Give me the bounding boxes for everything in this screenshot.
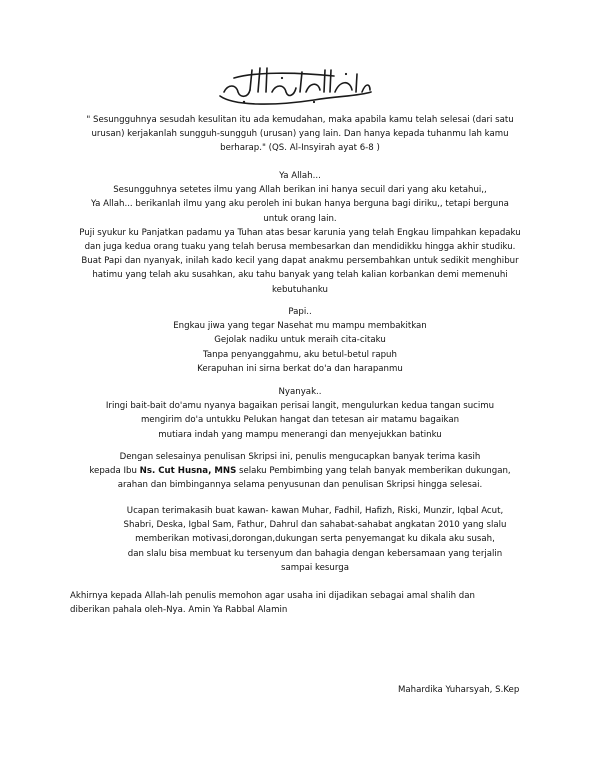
text-line: Puji syukur ku Panjatkan padamu ya Tuhan atas besar karunia yang telah Engkau limpahkan kepadaku xyxy=(79,227,521,238)
section-heading: Ya Allah... xyxy=(279,171,321,181)
text-line: Sesungguhnya setetes ilmu yang Allah berikan ini hanya secuil dari yang aku ketahui,, xyxy=(113,185,487,196)
author-signature xyxy=(398,683,519,697)
text-line: arahan dan bimbingannya selama penyusunan dan penulisan Skripsi hingga selesai. xyxy=(117,480,483,491)
text-line: Buat Papi dan nyanyak, inilah kado kecil yang dapat anakmu persembahkan untuk sedikit menghibur xyxy=(81,256,519,267)
quote-line: berharap." (QS. Al-Insyirah ayat 6-8 ) xyxy=(220,143,380,154)
closing-paragraph xyxy=(70,589,540,617)
text-line: Shabri, Deska, Igbal Sam, Fathur, Dahrul dan sahabat-sahabat angkatan 2010 yang slalu xyxy=(123,520,507,531)
basmala-calligraphy-icon xyxy=(214,62,376,108)
text-line: kebutuhanku xyxy=(272,284,328,295)
poem-line: Tanpa penyanggahmu, aku betul-betul rapuh xyxy=(203,349,397,360)
text-fragment: kepada Ibu xyxy=(89,466,140,477)
acknowledgement-supervisor xyxy=(40,450,560,493)
section-heading: Nyanyak.. xyxy=(278,387,322,397)
acknowledgement-friends xyxy=(100,504,530,575)
quote-line: " Sesungguhnya sesudah kesulitan itu ada kemudahan, maka apabila kamu telah selesai (dari satu xyxy=(86,115,514,125)
text-line: Dengan selesainya penulisan Skripsi ini, penulis mengucapkan banyak terima kasih xyxy=(119,452,481,462)
poem-line: Engkau jiwa yang tegar Nasehat mu mampu membakitkan xyxy=(173,321,427,332)
poem-line: Kerapuhan ini sirna berkat do'a dan harapanmu xyxy=(197,363,403,374)
text-line: dan juga kedua orang tuaku yang telah berusa membesarkan dan mendidikku hingga akhir studiku. xyxy=(84,242,516,253)
poem-line: Gejolak nadiku untuk meraih cita-citaku xyxy=(214,335,386,346)
text-line: diberikan pahala oleh-Nya. Amin Ya Rabbal Alamin xyxy=(70,605,288,616)
nyanyak-section xyxy=(40,385,560,442)
supervisor-name: Ns. Cut Husna, MNS xyxy=(139,466,237,477)
text-line: dan slalu bisa membuat ku tersenyum dan bahagia dengan kebersamaan yang terjalin xyxy=(127,548,503,559)
section-heading: Papi.. xyxy=(288,307,312,317)
quote-block xyxy=(60,113,540,156)
text-line: untuk orang lain. xyxy=(263,213,337,224)
text-line: Akhirnya kepada Allah-lah penulis memohon agar usaha ini dijadikan sebagai amal shalih dan xyxy=(70,591,475,601)
poem-line: mutiara indah yang mampu menerangi dan menyejukkan batinku xyxy=(158,429,442,440)
text-line: hatimu yang telah aku susahkan, aku tahu banyak yang telah kalian korbankan demi memenuhi xyxy=(92,270,508,281)
text-fragment: selaku Pembimbing yang telah banyak memberikan dukungan, xyxy=(236,466,511,477)
text-line: sampai kesurga xyxy=(281,562,349,573)
text-line: Ya Allah... berikanlah ilmu yang aku peroleh ini bukan hanya berguna bagi diriku,, tetapi berguna xyxy=(91,199,509,210)
quote-line: urusan) kerjakanlah sungguh-sungguh (urusan) yang lain. Dan hanya kepada tuhanmu lah kamu xyxy=(91,129,509,140)
poem-line: mengirim do'a untukku Pelukan hangat dan tetesan air matamu bagaikan xyxy=(140,415,460,426)
ya-allah-section xyxy=(40,169,560,297)
text-line: Ucapan terimakasih buat kawan- kawan Muhar, Fadhil, Hafizh, Riski, Munzir, Iqbal Acut, xyxy=(126,506,504,516)
author-name: Mahardika Yuharsyah, S.Kep xyxy=(398,685,520,695)
papi-section xyxy=(40,305,560,376)
text-line xyxy=(40,464,560,478)
text-line: memberikan motivasi,dorongan,dukungan serta penyemangat ku dikala aku susah, xyxy=(135,534,495,545)
poem-line: Iringi bait-bait do'amu nyanya bagaikan perisai langit, mengulurkan kedua tangan sucimu xyxy=(105,401,495,412)
